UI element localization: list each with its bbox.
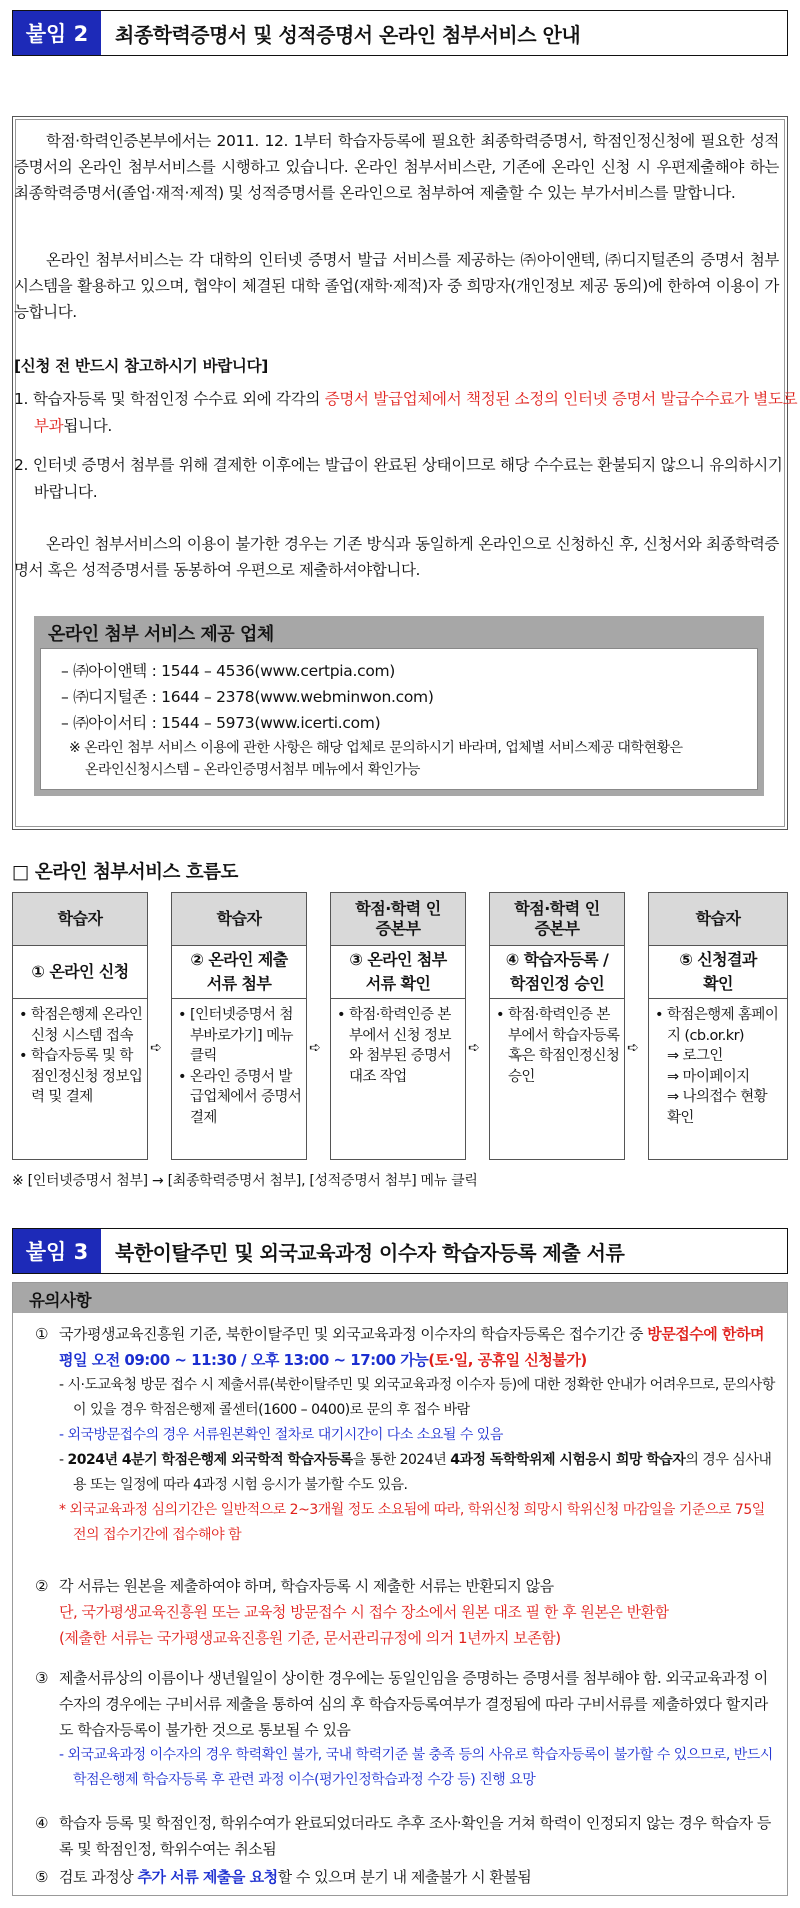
flow-step-label: ⑤ 신청결과 확인 (649, 946, 787, 999)
caution-box (12, 1282, 788, 1896)
section-header-attachment-2 (12, 10, 788, 56)
flow-step-5 (648, 892, 788, 1160)
flow-arrow-icon: ➪ (150, 1040, 162, 1056)
caution-item-3: ③ 제출서류상의 이름이나 생년월일이 상이한 경우에는 동일인임을 증명하는 증명서를 첨부해야 함. 외국교육과정 이수자의 경우에는 구비서류 제출을 통하여 심의 후 학습자등록여부가 결정됨에 따라 구비서류를 제출하였다 할지라도 학습자등록이 불가한 것으로 통보될 수 있음 - 외국교육과정 이수자의 경우 학력확인 불가, 국내 학력기준 불 충족 등의 사유로 학습자등록이 불가할 수 있으므로, 반드시 학점은행제 학습자등록 후 관련 과정 이수(평가인정학습과정 수강 등) 진행 요망 (35, 1665, 780, 1793)
caution-sub: - 시·도교육청 방문 접수 시 제출서류(북한이탈주민 및 외국교육과정 이수자 등)에 대한 정확한 안내가 어려우므로, 문의사항이 있을 경우 학점은행제 콜센터(1600 – 0400)로 문의 후 접수 바람 (59, 1377, 775, 1418)
section-header-attachment-3 (12, 1228, 788, 1274)
intro-paragraph-1: 학점·학력인증본부에서는 2011. 12. 1부터 학습자등록에 필요한 최종학력증명서, 학점인정신청에 필요한 성적증명서의 온라인 첨부서비스를 시행하고 있습니다. 온라인 첨부서비스란, 기존에 온라인 신청 시 우편제출해야 하는 최종학력증명서(졸업·재적·제적) 및 성적증명서를 온라인으로 첨부하여 제출할 수 있는 부가서비스를 말합니다. (14, 132, 780, 202)
flow-step-item: ⇒ 나의접수 현황 확인 (667, 1089, 768, 1126)
flow-step-item: • 학습자등록 및 학점인정신청 정보입력 및 결제 (19, 1048, 143, 1105)
flow-step-2 (171, 892, 307, 1160)
caution-title: 유의사항 (29, 1291, 92, 1310)
caution-item-4: ④ 학습자 등록 및 학점인정, 학위수여가 완료되었더라도 추후 조사·확인을 거쳐 학력이 인정되지 않는 경우 학습자 등록 및 학점인정, 학위수여는 취소됨 (35, 1814, 771, 1858)
flow-step-item: • 온라인 증명서 발급업체에서 증명서 결제 (178, 1068, 302, 1126)
flow-step-item: • 학점·학력인증 본부에서 학습자등록 혹은 학점인정신청 승인 (496, 1007, 620, 1085)
section-tag: 붙임 2 (13, 11, 101, 55)
flow-step-item: ⇒ 마이페이지 (667, 1068, 750, 1085)
notice-item-2: 2. 인터넷 증명서 첨부를 위해 결제한 이후에는 발급이 완료된 상태이므로 해당 수수료는 환불되지 않으니 유의하시기 바랍니다. (14, 456, 783, 501)
flow-step-item: • [인터넷증명서 첨부바로가기] 메뉴클릭 (178, 1007, 293, 1064)
section-title: 북한이탈주민 및 외국교육과정 이수자 학습자등록 제출 서류 (115, 1240, 625, 1265)
flow-note: ※ [인터넷증명서 첨부] → [최종학력증명서 첨부], [성적증명서 첨부] 메뉴 클릭 (12, 1173, 478, 1189)
flow-step-item: • 학점·학력인증 본부에서 신청 정보와 첨부된 증명서 대조 작업 (337, 1007, 451, 1085)
caution-sub: - 외국방문접수의 경우 서류원본확인 절차로 대기시간이 다소 소요될 수 있음 (59, 1427, 503, 1443)
flow-step-label: ① 온라인 신청 (13, 946, 147, 999)
flow-step-item: ⇒ 로그인 (667, 1048, 723, 1064)
intro-paragraph-2: 온라인 첨부서비스는 각 대학의 인터넷 증명서 발급 서비스를 제공하는 ㈜아이앤텍, ㈜디지털존의 증명서 첨부 시스템을 활용하고 있으며, 협약이 체결된 대학 졸업(재학·제적)자 중 희망자(개인정보 제공 동의)에 한하여 이용이 가능합니다. (14, 251, 779, 321)
notice-item-1: 1. 학습자등록 및 학점인정 수수료 외에 각각의 증명서 발급업체에서 책정된 소정의 인터넷 증명서 발급수수료가 별도로 부과됩니다. (14, 390, 798, 435)
caution-item-2: ② 각 서류는 원본을 제출하여야 하며, 학습자등록 시 제출한 서류는 반환되지 않음 단, 국가평생교육진흥원 또는 교육청 방문접수 시 접수 장소에서 원본 대조 필 한 후 원본은 반환함 (제출한 서류는 국가평생교육진흥원 기준, 문서관리규정에 의거 1년까지 보존함) (35, 1577, 669, 1647)
provider-item: – ㈜아이서티 : 1544 – 5973(www.icerti.com) (61, 714, 381, 732)
flow-arrow-icon: ➪ (627, 1040, 639, 1056)
provider-item: – ㈜아이앤텍 : 1544 – 4536(www.certpia.com) (61, 662, 396, 680)
provider-note-cont: 온라인신청시스템 – 온라인증명서첨부 메뉴에서 확인가능 (85, 762, 420, 778)
flow-step-item: • 학점은행제 홈페이지 (cb.or.kr) (655, 1007, 779, 1044)
flow-step-1 (12, 892, 148, 1160)
flow-actor: 학점·학력 인증본부 (490, 893, 624, 946)
section-title: 최종학력증명서 및 성적증명서 온라인 첨부서비스 안내 (115, 22, 581, 47)
flow-step-4 (489, 892, 625, 1160)
flow-step-label: ③ 온라인 첨부 서류 확인 (331, 946, 465, 999)
provider-box-title: 온라인 첨부 서비스 제공 업체 (48, 624, 274, 645)
flow-step-item: • 학점은행제 온라인신청 시스템 접속 (19, 1007, 143, 1044)
caution-sub: * 외국교육과정 심의기간은 일반적으로 2~3개월 정도 소요됨에 따라, 학위신청 희망시 학위신청 마감일을 기준으로 75일 전의 접수기간에 접수해야 함 (59, 1502, 765, 1543)
flow-title: □ 온라인 첨부서비스 흐름도 (12, 862, 238, 883)
caution-sub: - 외국교육과정 이수자의 경우 학력확인 불가, 국내 학력기준 불 충족 등의 사유로 학습자등록이 불가할 수 있으므로, 반드시 학점은행제 학습자등록 후 관련 과정 이수(평가인정학습과정 수강 등) 진행 요망 (59, 1747, 773, 1788)
provider-box (34, 616, 764, 796)
provider-note: ※ 온라인 첨부 서비스 이용에 관한 사항은 해당 업체로 문의하시기 바라며, 업체별 서비스제공 대학현황은 (69, 740, 683, 756)
flow-actor: 학습자 (172, 893, 306, 946)
section-tag: 붙임 3 (13, 1229, 101, 1273)
flow-arrow-icon: ➪ (468, 1040, 480, 1056)
caution-sub: - 2024년 4분기 학점은행제 외국학적 학습자등록을 통한 2024년 4과정 독학학위제 시험응시 희망 학습자의 경우 심사내용 또는 일정에 따라 4과정 시험 응시가 불가할 수도 있음. (59, 1452, 772, 1493)
caution-item-5: ⑤ 검토 과정상 추가 서류 제출을 요청할 수 있으며 분기 내 제출불가 시 환불됨 (35, 1868, 532, 1886)
provider-item: – ㈜디지털존 : 1644 – 2378(www.webminwon.com) (61, 688, 434, 706)
flow-actor: 학점·학력 인증본부 (331, 893, 465, 946)
flow-actor: 학습자 (649, 893, 787, 946)
flow-step-3 (330, 892, 466, 1160)
flow-step-label: ② 온라인 제출 서류 첨부 (172, 946, 306, 999)
flow-actor: 학습자 (13, 893, 147, 946)
intro-paragraph-3: 온라인 첨부서비스의 이용이 불가한 경우는 기존 방식과 동일하게 온라인으로 신청하신 후, 신청서와 최종학력증명서 혹은 성적증명서를 동봉하여 우편으로 제출하셔야합니다. (14, 535, 779, 579)
caution-item-1: ① 국가평생교육진흥원 기준, 북한이탈주민 및 외국교육과정 이수자의 학습자등록은 접수기간 중 방문접수에 한하며 평일 오전 09:00 ~ 11:30 / 오후 13:00 ~ 17:00 가능(토·일, 공휴일 신청불가) - 시·도교육청 방문 접수 시 제출서류(북한이탈주민 및 외국교육과정 이수자 등)에 대한 정확한 안내가 어려우므로, 문의사항이 있을 경우 학점은행제 콜센터(1600 – 0400)로 문의 후 접수 바람 - 외국방문접수의 경우 서류원본확인 절차로 대기시간이 다소 소요될 수 있음 - 2024년 4분기 학점은행제 외국학적 학습자등록을 통한 2024년 4과정 독학학위제 시험응시 희망 학습자의 경우 심사내용 또는 일정에 따라 4과정 시험 응시가 불가할 수도 있음. * 외국교육과정 심의기간은 일반적으로 2~3개월 정도 소요됨에 따라, 학위신청 희망시 학위신청 마감일을 기준으로 75일 전의 접수기간에 접수해야 함 (35, 1321, 780, 1548)
notice-heading: [신청 전 반드시 참고하시기 바랍니다] (14, 357, 269, 375)
flow-step-label: ④ 학습자등록 / 학점인정 승인 (490, 946, 624, 999)
flow-arrow-icon: ➪ (309, 1040, 321, 1056)
